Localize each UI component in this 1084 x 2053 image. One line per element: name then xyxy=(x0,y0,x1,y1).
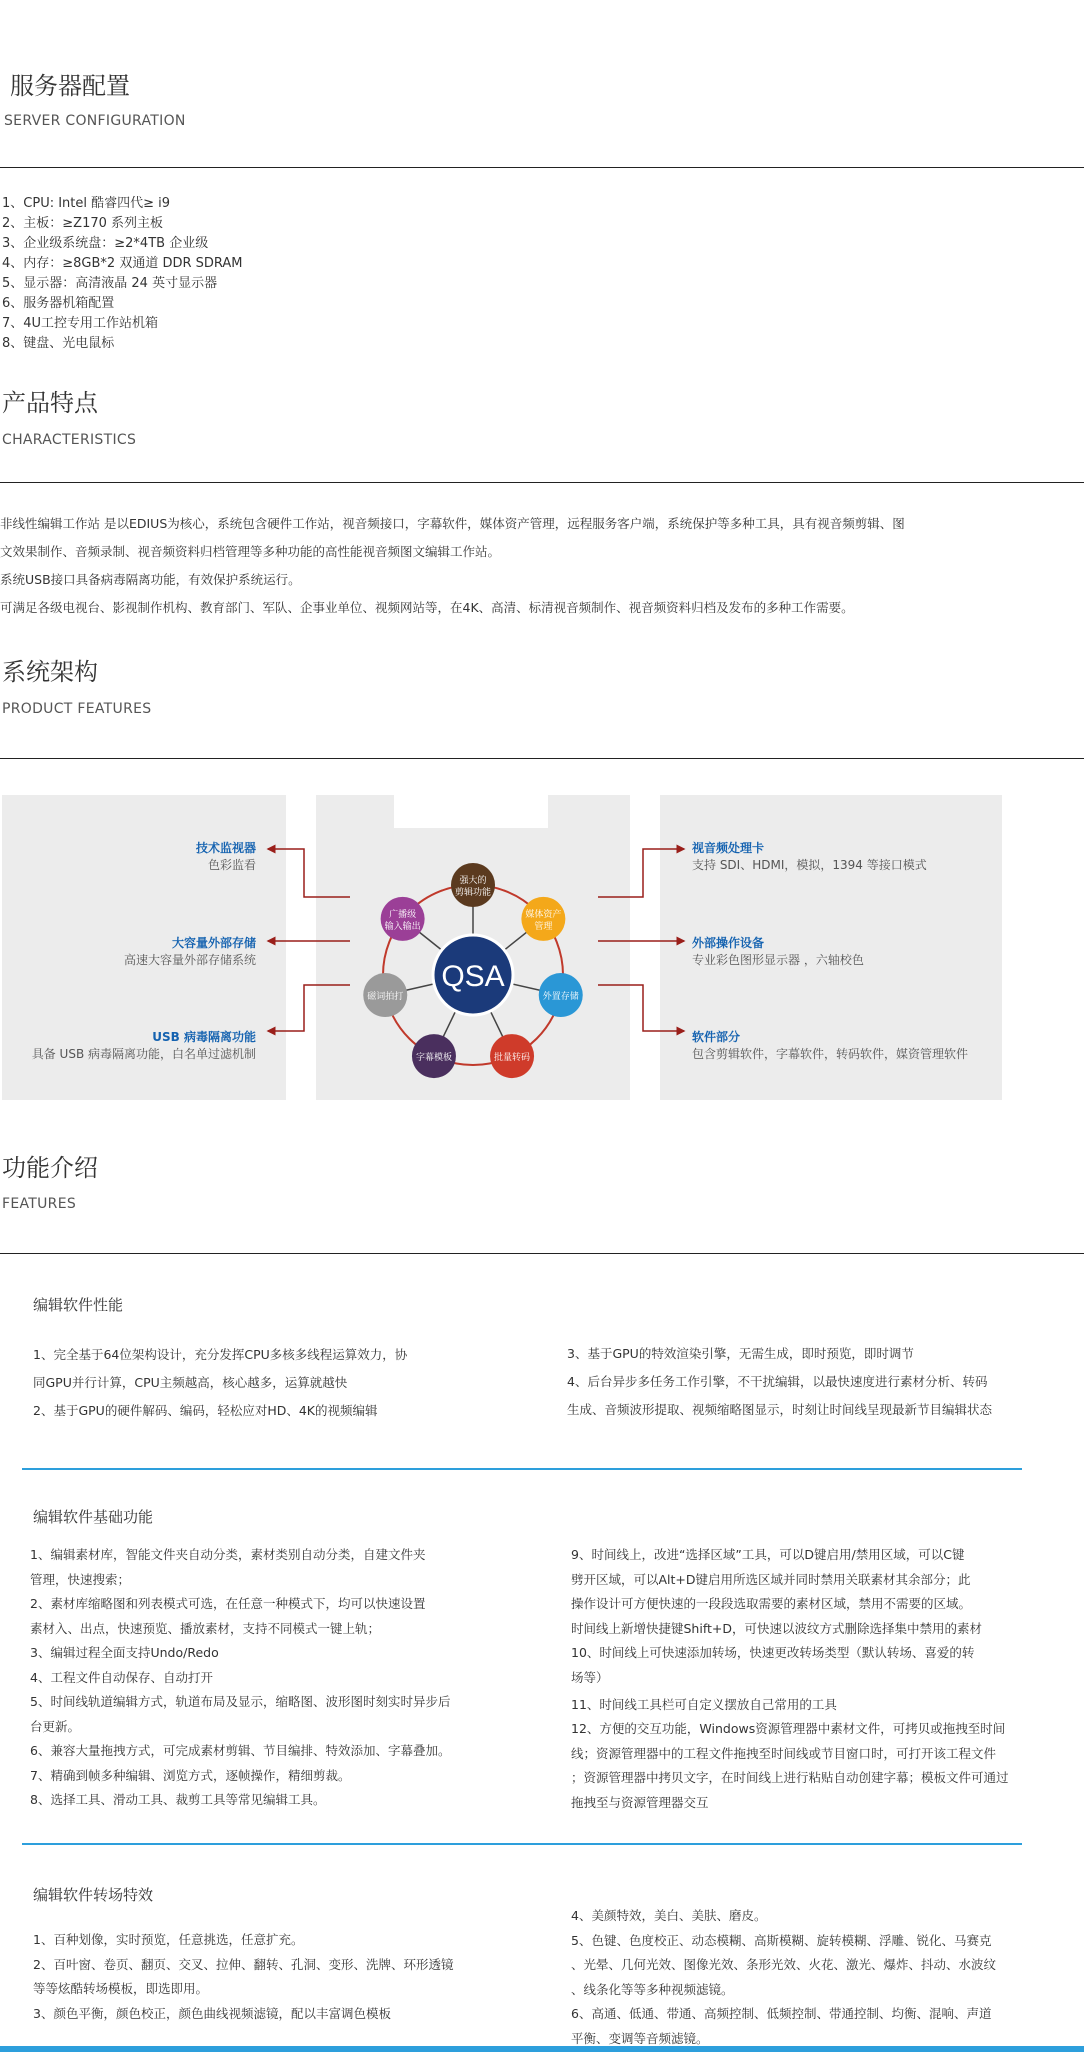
feature-line: 11、时间线工具栏可自定义摆放自己常用的工具 xyxy=(571,1695,1009,1720)
feature-line: 6、高通、低通、带通、高频控制、低频控制、带通控制、均衡、混响、声道 xyxy=(571,2004,996,2029)
arch-item-title: 大容量外部存储 xyxy=(124,934,256,951)
diagram-connectors xyxy=(0,795,1084,1100)
paragraph-line: 非线性编辑工作站 是以EDIUS为核心，系统包含硬件工作站，视音频接口，字幕软件，媒体资产管理，远程服务客户端，系统保护等多种工具，具有视音频剪辑、图 xyxy=(0,514,905,542)
architecture-diagram xyxy=(0,795,1084,1100)
spec-item: 5、显示器：高清液晶 24 英寸显示器 xyxy=(2,272,243,292)
paragraph-line: 文效果制作、音频录制、视音频资料归档管理等多种功能的高性能视音频图文编辑工作站。 xyxy=(0,542,905,570)
feature-line: 5、时间线轨道编辑方式，轨道布局及显示，缩略图、波形图时刻实时异步后 xyxy=(30,1692,450,1717)
hub-node-label: 媒体资产 xyxy=(525,908,561,920)
feature-line: 7、精确到帧多种编辑、浏览方式，逐帧操作，精细剪裁。 xyxy=(30,1766,450,1791)
feature-line: 1、完全基于64位架构设计，充分发挥CPU多核多线程运算效力，协 xyxy=(33,1345,407,1373)
feature-line: 1、百种划像，实时预览，任意挑选，任意扩充。 xyxy=(33,1930,453,1955)
feature-line: 2、基于GPU的硬件解码、编码，轻松应对HD、4K的视频编辑 xyxy=(33,1401,407,1429)
arch-item-desc: 色彩监看 xyxy=(196,856,256,873)
connector-line xyxy=(268,985,350,1031)
characteristics-subtitle: CHARACTERISTICS xyxy=(2,432,136,448)
section-divider xyxy=(22,1843,1022,1845)
feature-list-right xyxy=(571,1906,996,2053)
hub-node-label: 输入输出 xyxy=(385,920,421,932)
arch-item-desc: 支持 SDI、HDMI，模拟，1394 等接口模式 xyxy=(692,856,927,873)
characteristics-text xyxy=(0,514,905,626)
hub-node-label: 强大的 xyxy=(459,874,486,886)
arch-item-title: 技术监视器 xyxy=(196,839,256,856)
feature-line: 时间线上新增快捷键Shift+D，可快速以波纹方式删除选择集中禁用的素材 xyxy=(571,1619,1009,1644)
architecture-title: 系统架构 xyxy=(2,652,98,687)
hub-node-label: 剪辑功能 xyxy=(455,886,491,898)
feature-list-left xyxy=(33,1345,407,1429)
hub-node-label: 外置存储 xyxy=(543,990,579,1002)
feature-list-right xyxy=(571,1545,1009,1817)
divider xyxy=(0,482,1084,483)
arch-item-title: USB 病毒隔离功能 xyxy=(32,1028,256,1045)
feature-list-left xyxy=(33,1930,453,2028)
server-spec-list xyxy=(2,192,243,352)
connector-line xyxy=(598,849,684,897)
characteristics-title: 产品特点 xyxy=(2,383,98,418)
arch-item-title: 软件部分 xyxy=(692,1028,968,1045)
hub-node-label: 广播级 xyxy=(389,908,416,920)
feature-line: 操作设计可方便快速的一段段选取需要的素材区域，禁用不需要的区域。 xyxy=(571,1594,1009,1619)
feature-line: 拖拽至与资源管理器交互 xyxy=(571,1793,1009,1818)
divider xyxy=(0,758,1084,759)
feature-line: 5、色键、色度校正、动态模糊、高斯模糊、旋转模糊、浮雕、锐化、马赛克 xyxy=(571,1931,996,1956)
feature-line: 同GPU并行计算，CPU主频越高，核心越多，运算就越快 xyxy=(33,1373,407,1401)
spec-item: 8、键盘、光电鼠标 xyxy=(2,332,243,352)
bottom-accent-bar xyxy=(0,2046,1084,2052)
divider xyxy=(0,167,1084,168)
feature-line: 4、美颜特效，美白、美肤、磨皮。 xyxy=(571,1906,996,1931)
paragraph-line: 可满足各级电视台、影视制作机构、教育部门、军队、企事业单位、视频网站等，在4K、高清、标清视音频制作、视音频资料归档及发布的多种工作需要。 xyxy=(0,598,905,626)
server-subtitle: SERVER CONFIGURATION xyxy=(4,113,186,129)
spec-item: 3、企业级系统盘：≥2*4TB 企业级 xyxy=(2,232,243,252)
section-title: 编辑软件转场特效 xyxy=(33,1884,153,1905)
hub-node-label: 管理 xyxy=(534,920,552,932)
feature-line: 、光晕、几何光效、图像光效、条形光效、火花、激光、爆炸、抖动、水波纹 xyxy=(571,1955,996,1980)
feature-line: 、线条化等等多种视频滤镜。 xyxy=(571,1980,996,2005)
section-title: 编辑软件性能 xyxy=(33,1294,123,1315)
arch-item-title: 视音频处理卡 xyxy=(692,839,927,856)
feature-line: 2、素材库缩略图和列表模式可选，在任意一种模式下，均可以快速设置 xyxy=(30,1594,450,1619)
spec-item: 7、4U工控专用工作站机箱 xyxy=(2,312,243,332)
features-title: 功能介绍 xyxy=(2,1148,98,1183)
feature-line: 素材入、出点，快速预览、播放素材，支持不同模式一键上轨； xyxy=(30,1619,450,1644)
feature-line: 3、颜色平衡，颜色校正，颜色曲线视频滤镜，配以丰富调色模板 xyxy=(33,2004,453,2029)
feature-line: 10、时间线上可快速添加转场，快速更改转场类型（默认转场、喜爱的转 xyxy=(571,1643,1009,1668)
feature-line: 3、编辑过程全面支持Undo/Redo xyxy=(30,1643,450,1668)
feature-line: 场等） xyxy=(571,1668,1009,1695)
feature-line: 4、后台异步多任务工作引擎，不干扰编辑，以最快速度进行素材分析、转码 xyxy=(567,1372,992,1400)
arch-item-desc: 专业彩色图形显示器 ，六轴校色 xyxy=(692,951,864,968)
features-subtitle: FEATURES xyxy=(2,1196,76,1212)
arch-item-title: 外部操作设备 xyxy=(692,934,864,951)
feature-line: 12、方便的交互功能，Windows资源管理器中素材文件，可拷贝或拖拽至时间 xyxy=(571,1719,1009,1744)
arch-item-desc: 具备 USB 病毒隔离功能，白名单过滤机制 xyxy=(32,1045,256,1062)
feature-line: 台更新。 xyxy=(30,1717,450,1742)
arch-item-desc: 包含剪辑软件，字幕软件，转码软件，媒资管理软件 xyxy=(692,1045,968,1062)
feature-line: ；资源管理器中拷贝文字，在时间线上进行粘贴自动创建字幕；模板文件可通过 xyxy=(571,1768,1009,1793)
section-title: 编辑软件基础功能 xyxy=(33,1506,153,1527)
divider xyxy=(0,1253,1084,1254)
architecture-subtitle: PRODUCT FEATURES xyxy=(2,701,151,717)
hub-node-label: 字幕模板 xyxy=(416,1051,452,1063)
paragraph-line: 系统USB接口具备病毒隔离功能，有效保护系统运行。 xyxy=(0,570,905,598)
feature-line: 8、选择工具、滑动工具、裁剪工具等常见编辑工具。 xyxy=(30,1790,450,1815)
spec-item: 4、内存：≥8GB*2 双通道 DDR SDRAM xyxy=(2,252,243,272)
server-title: 服务器配置 xyxy=(10,66,130,101)
feature-line: 线；资源管理器中的工程文件拖拽至时间线或节目窗口时，可打开该工程文件 xyxy=(571,1744,1009,1769)
feature-line: 管理，快速搜索； xyxy=(30,1570,450,1595)
spec-item: 1、CPU: Intel 酷睿四代≥ i9 xyxy=(2,192,243,212)
feature-line: 6、兼容大量拖拽方式，可完成素材剪辑、节目编排、特效添加、字幕叠加。 xyxy=(30,1741,450,1766)
arch-item-desc: 高速大容量外部存储系统 xyxy=(124,951,256,968)
section-divider xyxy=(22,1468,1022,1470)
hub-node-label: 磁词拍打 xyxy=(367,990,403,1002)
connector-line xyxy=(598,985,684,1031)
feature-line: 生成、音频波形提取、视频缩略图显示，时刻让时间线呈现最新节目编辑状态 xyxy=(567,1400,992,1428)
feature-line: 平衡、变调等音频滤镜。 xyxy=(571,2029,996,2053)
spec-item: 6、服务器机箱配置 xyxy=(2,292,243,312)
feature-line: 劈开区域，可以Alt+D键启用所选区域并同时禁用关联素材其余部分；此 xyxy=(571,1570,1009,1595)
feature-list-right xyxy=(567,1344,992,1428)
hub-node-label: 批量转码 xyxy=(494,1051,530,1063)
feature-line: 3、基于GPU的特效渲染引擎，无需生成，即时预览，即时调节 xyxy=(567,1344,992,1372)
feature-line: 9、时间线上，改进“选择区域”工具，可以D键启用/禁用区域，可以C键 xyxy=(571,1545,1009,1570)
feature-line: 4、工程文件自动保存、自动打开 xyxy=(30,1668,450,1693)
feature-list-left xyxy=(30,1545,450,1815)
feature-line: 等等炫酷转场模板，即选即用。 xyxy=(33,1979,453,2004)
feature-line: 2、百叶窗、卷页、翻页、交叉、拉伸、翻转、孔洞、变形、洗牌、环形透镜 xyxy=(33,1955,453,1980)
feature-line: 1、编辑素材库，智能文件夹自动分类，素材类别自动分类，自建文件夹 xyxy=(30,1545,450,1570)
spec-item: 2、主板：≥Z170 系列主板 xyxy=(2,212,243,232)
connector-line xyxy=(268,849,350,897)
hub-center-label: QSA xyxy=(441,960,504,993)
qsa-hub xyxy=(363,863,582,1078)
